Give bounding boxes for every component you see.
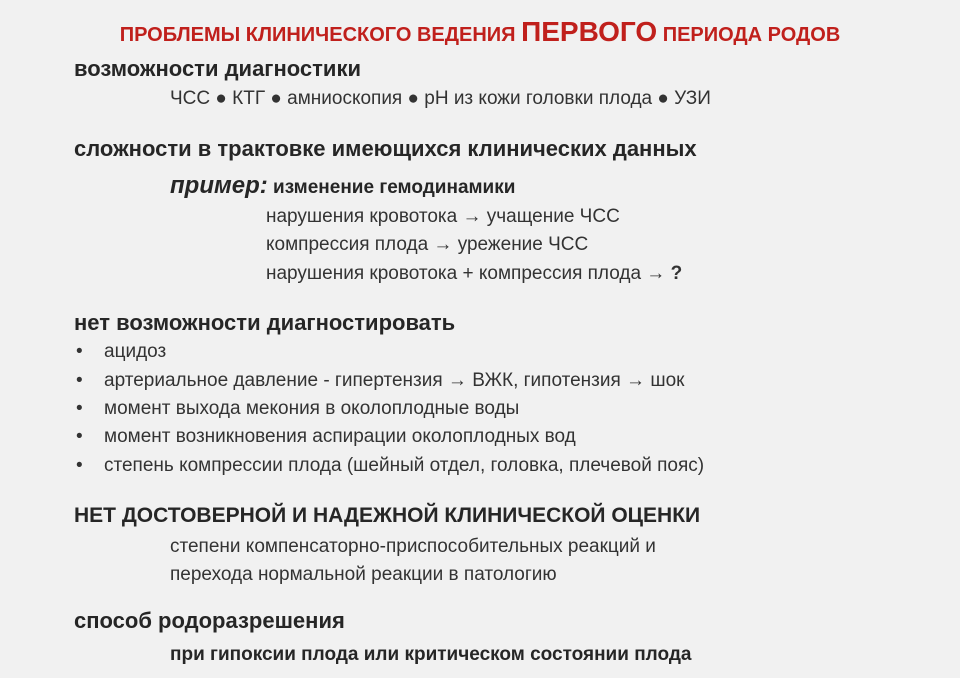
example-item [266,263,682,285]
title-part-1: ПРОБЛЕМЫ КЛИНИЧЕСКОГО ВЕДЕНИЯ [119,24,522,46]
example-text: изменение гемодинамики [267,177,516,198]
assessment-line: степени компенсаторно-приспособительных реакций и [170,536,656,557]
slide-title [0,16,960,48]
example-item: нарушения кровотока → учащение ЧСС [266,206,620,227]
no-assessment-heading: НЕТ ДОСТОВЕРНОЙ И НАДЕЖНОЙ КЛИНИЧЕСКОЙ ОЦЕНКИ [74,504,701,527]
diagnostics-methods: ЧСС ● КТГ ● амниоскопия ● рН из кожи головки плода ● УЗИ [170,88,711,109]
assessment-line: перехода нормальной реакции в патологию [170,564,557,585]
list-item: момент возникновения аспирации околоплодных вод [104,426,576,447]
title-emphasis: ПЕРВОГО [521,16,658,47]
bullet-icon: • [76,455,83,476]
cannot-diagnose-heading: нет возможности диагностировать [74,310,456,335]
interpretation-heading: сложности в трактовке имеющихся клинических данных [74,136,697,161]
list-item: степень компрессии плода (шейный отдел, головка, плечевой пояс) [104,455,705,476]
example-item: компрессия плода → урежение ЧСС [266,234,589,255]
list-item: момент выхода мекония в околоплодные воды [104,398,520,419]
list-item: ацидоз [104,341,167,362]
example-item-text: нарушения кровотока + компрессия плода → [266,263,666,284]
example-label: пример: [170,172,268,199]
list-item: артериальное давление - гипертензия → ВЖК, гипотензия → шок [104,370,685,391]
bullet-icon: • [76,341,83,362]
bullet-icon: • [76,370,83,391]
diagnostics-heading: возможности диагностики [74,56,361,81]
delivery-heading: способ родоразрешения [74,608,345,633]
example-line [170,172,515,200]
question-mark: ? [665,263,683,284]
delivery-line: при гипоксии плода или критическом состоянии плода [170,644,692,665]
bullet-icon: • [76,398,83,419]
bullet-icon: • [76,426,83,447]
title-part-2: ПЕРИОДА РОДОВ [657,24,841,46]
